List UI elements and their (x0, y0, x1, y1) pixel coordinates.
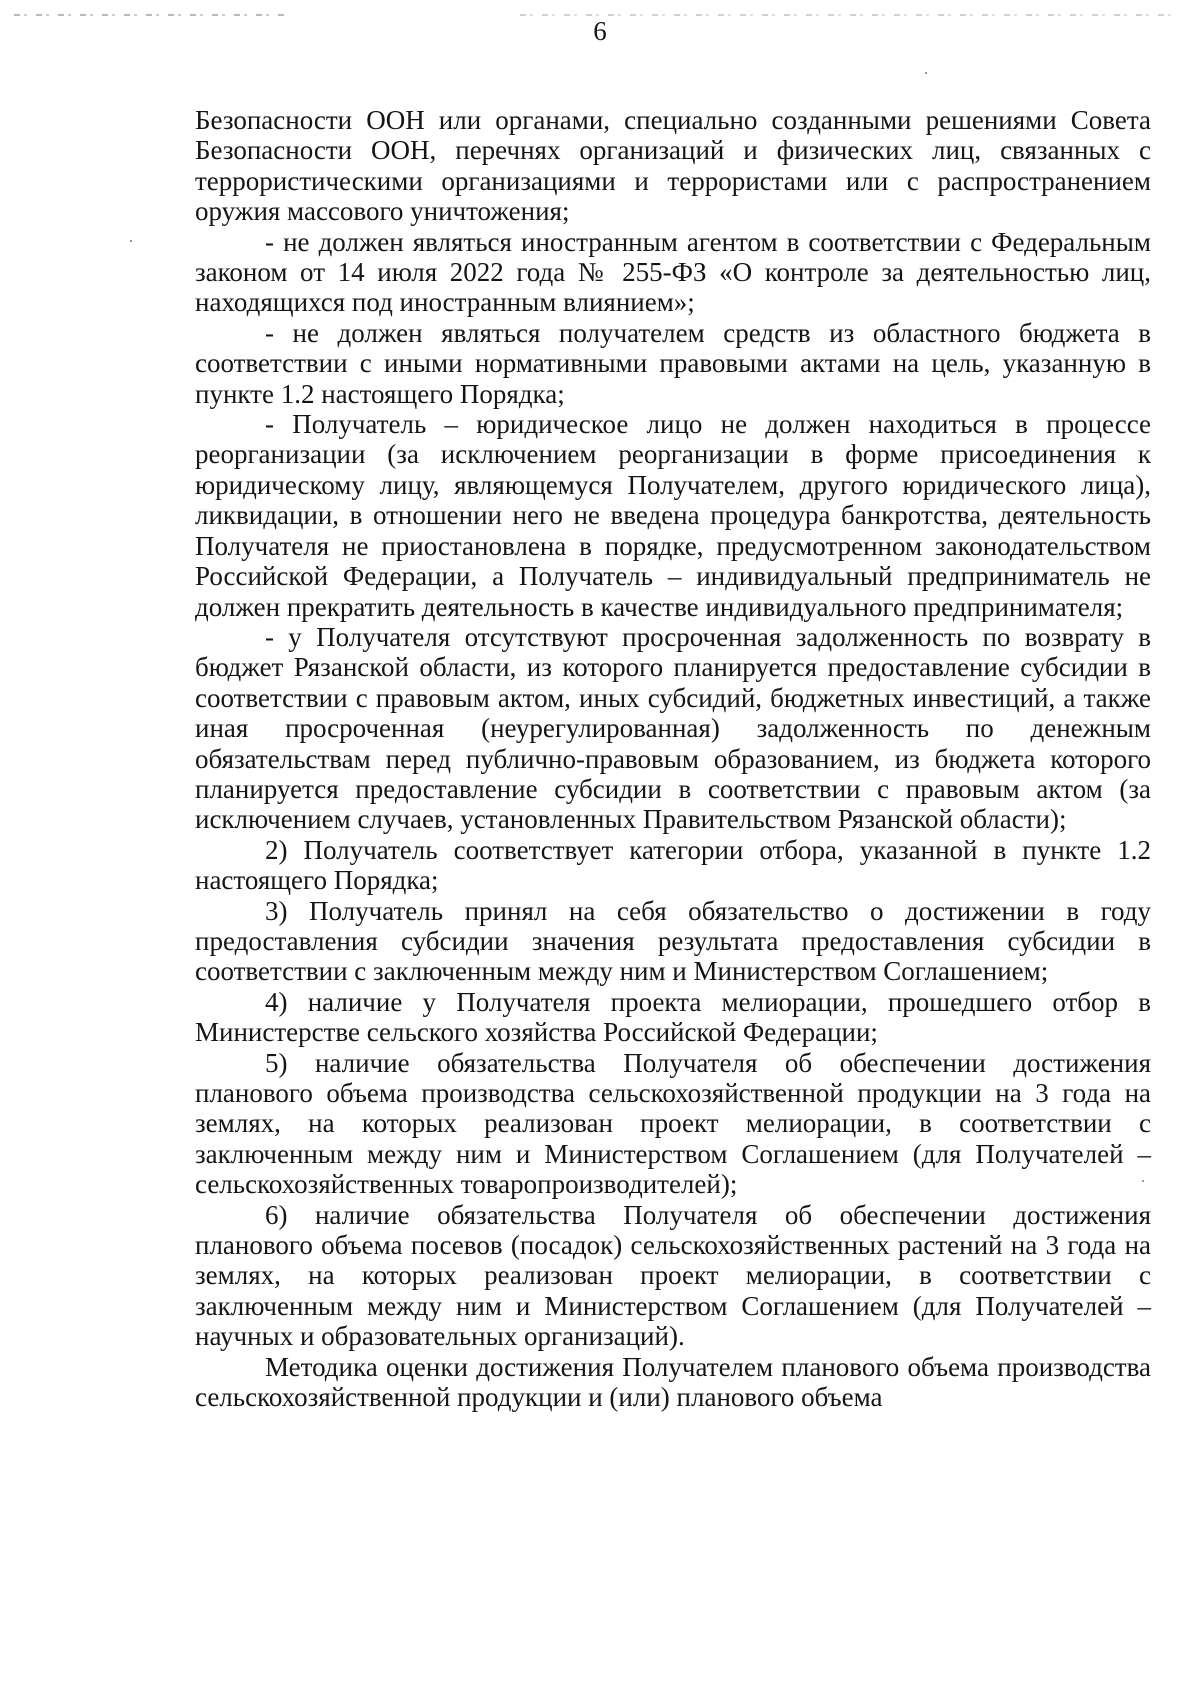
paragraph-reorganization: - Получатель – юридическое лицо не должен находиться в процессе реорганизации (за исключением реорганизации в форме присоединения к юридическому лицу, являющемуся Получателем, другого юридического лица), ликвидации, в отношении него не введена процедура банкротства, деятельность Получателя не приостановлена в порядке, предусмотренном законодательством Российской Федерации, а Получатель – индивидуальный предприниматель не должен прекратить деятельность в качестве индивидуального предпринимателя; (195, 409, 1151, 622)
page-number: 6 (593, 16, 607, 46)
paragraph-methodology: Методика оценки достижения Получателем планового объема производства сельскохозяйственной продукции и (или) планового объема (195, 1351, 1151, 1413)
paragraph-overdue-debt: - у Получателя отсутствуют просроченная задолженность по возврату в бюджет Рязанской области, из которого планируется предоставление субсидии в соответствии с правовым актом, иных субсидий, бюджетных инвестиций, а также иная просроченная (неурегулированная) задолженность по денежным обязательствам перед публично-правовым образованием, из бюджета которого планируется предоставление субсидии в соответствии с правовым актом (за исключением случаев, установленных Правительством Рязанской области); (195, 621, 1151, 835)
paragraph-continuation: Безопасности ООН или органами, специально созданными решениями Совета Безопасности ООН, перечнях организаций и физических лиц, связанных с террористическими организациями и террористами или с распространением оружия массового уничтожения; (195, 105, 1151, 227)
paragraph-item-6: 6) наличие обязательства Получателя об обеспечении достижения планового объема посевов (посадок) сельскохозяйственных растений на 3 года на землях, на которых реализован проект мелиорации, в соответствии с заключенным между ним и Министерством Соглашением (для Получателей – научных и образовательных организаций). (195, 1199, 1151, 1352)
paragraph-foreign-agent: - не должен являться иностранным агентом в соответствии с Федеральным законом от 14 июля 2022 года № 255-ФЗ «О контроле за деятельностью лиц, находящихся под иностранным влиянием»; (195, 226, 1151, 318)
paragraph-item-2: 2) Получатель соответствует категории отбора, указанной в пункте 1.2 настоящего Порядка; (195, 834, 1151, 896)
paragraph-item-4: 4) наличие у Получателя проекта мелиорации, прошедшего отбор в Министерстве сельского хозяйства Российской Федерации; (195, 986, 1151, 1048)
paragraph-item-3: 3) Получатель принял на себя обязательство о достижении в году предоставления субсидии значения результата предоставления субсидии в соответствии с заключенным между ним и Министерством Соглашением; (195, 895, 1151, 987)
scan-speck (925, 72, 927, 74)
document-body (195, 105, 1151, 1412)
scan-speck (130, 240, 132, 242)
scan-speck (1142, 1180, 1144, 1182)
paragraph-budget-recipient: - не должен являться получателем средств из областного бюджета в соответствии с иными нормативными правовыми актами на цель, указанную в пункте 1.2 настоящего Порядка; (195, 317, 1151, 409)
paragraph-item-5: 5) наличие обязательства Получателя об обеспечении достижения планового объема производства сельскохозяйственной продукции на 3 года на землях, на которых реализован проект мелиорации, в соответствии с заключенным между ним и Министерством Соглашением (для Получателей – сельскохозяйственных товаропроизводителей); (195, 1047, 1151, 1200)
